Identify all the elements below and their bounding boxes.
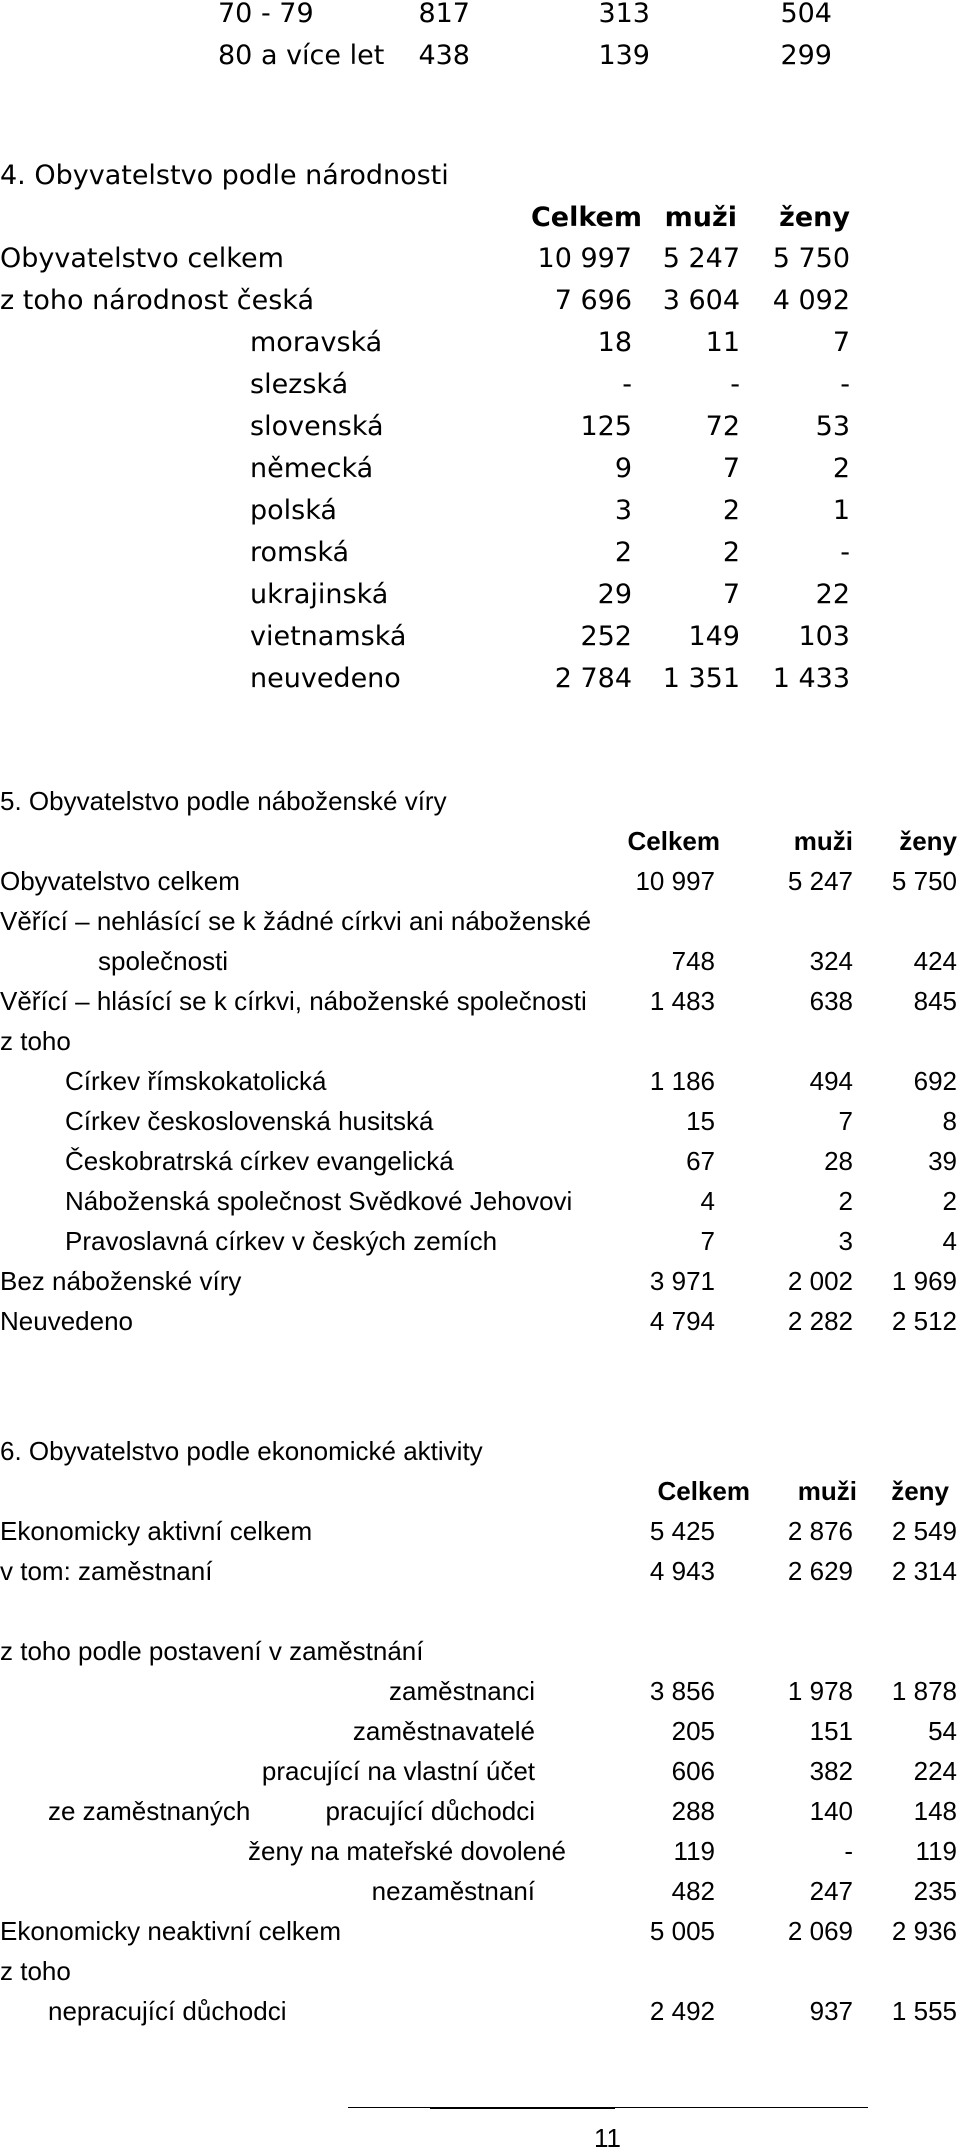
cell-zeny: 1 433 (772, 663, 850, 694)
cell-muzi: 140 (809, 1796, 853, 1826)
header-muzi: muži (664, 202, 737, 233)
header-zeny: ženy (899, 826, 957, 856)
row-label: Bez náboženské víry (0, 1266, 242, 1296)
row-label: nezaměstnaní (371, 1876, 535, 1906)
row-label: ženy na mateřské dovolené (248, 1836, 566, 1866)
cell-celkem: 1 483 (649, 986, 715, 1016)
cell-zeny: 4 092 (772, 285, 850, 316)
cell-celkem: 4 794 (649, 1306, 715, 1336)
row-label: v tom: zaměstnaní (0, 1556, 213, 1586)
header-zeny: ženy (891, 1476, 949, 1506)
cell-celkem: 67 (686, 1146, 715, 1176)
cell-celkem: 9 (614, 453, 632, 484)
header-celkem: Celkem (627, 826, 720, 856)
cell-zeny: 7 (832, 327, 850, 358)
row-label: Obyvatelstvo celkem (0, 866, 240, 896)
cell-celkem: 18 (597, 327, 632, 358)
row-label: nepracující důchodci (48, 1996, 287, 2026)
cell-muzi: 28 (824, 1146, 853, 1176)
row-label: slezská (250, 369, 349, 400)
cell-zeny: 39 (928, 1146, 957, 1176)
row-label: Pravoslavná církev v českých zemích (65, 1226, 498, 1256)
cell-muzi: 494 (809, 1066, 853, 1096)
cell-muzi: 149 (688, 621, 740, 652)
row-label: společnosti (98, 946, 229, 976)
cell-zeny: - (840, 537, 850, 568)
row-label: Neuvedeno (0, 1306, 133, 1336)
cell-muzi: 7 (722, 579, 740, 610)
cell-celkem: 2 492 (649, 1996, 715, 2026)
section-title: 5. Obyvatelstvo podle náboženské víry (0, 786, 447, 816)
row-label: Ekonomicky neaktivní celkem (0, 1916, 342, 1946)
cell-zeny: 5 750 (772, 243, 850, 274)
cell-celkem: 7 (700, 1226, 715, 1256)
cell-zeny: 504 (780, 0, 832, 29)
row-label: romská (250, 537, 350, 568)
cell-muzi: 1 351 (662, 663, 740, 694)
cell-muzi: 5 247 (787, 866, 853, 896)
cell-zeny: 22 (815, 579, 850, 610)
cell-celkem: 15 (686, 1106, 715, 1136)
cell-celkem: 3 (614, 495, 632, 526)
header-celkem: Celkem (657, 1476, 750, 1506)
cell-muzi: - (730, 369, 740, 400)
row-label: Obyvatelstvo celkem (0, 243, 284, 274)
cell-celkem: 748 (671, 946, 715, 976)
cell-celkem: 2 784 (554, 663, 632, 694)
cell-celkem: 10 997 (635, 866, 715, 896)
cell-muzi: 151 (809, 1716, 853, 1746)
cell-zeny: 54 (928, 1716, 957, 1746)
cell-celkem: 205 (671, 1716, 715, 1746)
cell-zeny: 148 (913, 1796, 957, 1826)
cell-muzi: 3 (838, 1226, 853, 1256)
header-muzi: muži (797, 1476, 857, 1506)
cell-muzi: 247 (809, 1876, 853, 1906)
page-number: 11 (594, 2123, 621, 2153)
section-title: 6. Obyvatelstvo podle ekonomické aktivity (0, 1436, 483, 1466)
section-title: 4. Obyvatelstvo podle národnosti (0, 160, 449, 191)
row-label: Církev československá husitská (65, 1106, 434, 1136)
group-label: ze zaměstnaných (48, 1796, 251, 1826)
cell-celkem: 252 (580, 621, 632, 652)
cell-celkem: 7 696 (554, 285, 632, 316)
cell-muzi: 937 (809, 1996, 853, 2026)
cell-celkem: 2 (614, 537, 632, 568)
cell-muzi: 2 282 (787, 1306, 853, 1336)
row-label: Ekonomicky aktivní celkem (0, 1516, 313, 1546)
cell-zeny: 845 (913, 986, 957, 1016)
cell-celkem: 125 (580, 411, 632, 442)
cell-muzi: 3 604 (662, 285, 740, 316)
row-label: z toho národnost česká (0, 285, 314, 316)
row-label: německá (250, 453, 374, 484)
cell-celkem: 5 425 (649, 1516, 715, 1546)
cell-zeny: 1 (832, 495, 850, 526)
row-label: Českobratrská církev evangelická (65, 1146, 454, 1176)
row-label: slovenská (250, 411, 384, 442)
cell-zeny: 2 314 (891, 1556, 957, 1586)
cell-zeny: 4 (942, 1226, 957, 1256)
cell-zeny: 1 555 (891, 1996, 957, 2026)
cell-muzi: 1 978 (787, 1676, 853, 1706)
cell-celkem: 438 (418, 40, 470, 71)
row-label: 80 a více let (218, 40, 385, 71)
cell-celkem: 606 (671, 1756, 715, 1786)
row-label: zaměstnavatelé (352, 1716, 535, 1746)
row-label: Věřící – hlásící se k církvi, náboženské společnosti (0, 986, 587, 1016)
cell-muzi: 2 876 (787, 1516, 853, 1546)
cell-muzi: 5 247 (662, 243, 740, 274)
row-label: pracující důchodci (325, 1796, 535, 1826)
cell-celkem: 5 005 (649, 1916, 715, 1946)
cell-zeny: 299 (780, 40, 832, 71)
row-label: Náboženská společnost Svědkové Jehovovi (65, 1186, 573, 1216)
cell-zeny: 424 (913, 946, 957, 976)
cell-zeny: 692 (913, 1066, 957, 1096)
cell-zeny: 1 878 (891, 1676, 957, 1706)
cell-zeny: 2 936 (891, 1916, 957, 1946)
cell-zeny: 224 (913, 1756, 957, 1786)
row-label: Věřící – nehlásící se k žádné církvi ani náboženské (0, 906, 592, 936)
cell-celkem: 288 (671, 1796, 715, 1826)
cell-zeny: 5 750 (891, 866, 957, 896)
cell-muzi: 7 (722, 453, 740, 484)
row-label: z toho (0, 1026, 71, 1056)
cell-zeny: 119 (915, 1836, 957, 1866)
cell-celkem: 4 943 (649, 1556, 715, 1586)
row-label: pracující na vlastní účet (261, 1756, 535, 1786)
row-label: vietnamská (250, 621, 407, 652)
cell-celkem: 3 856 (649, 1676, 715, 1706)
header-muzi: muži (793, 826, 853, 856)
cell-muzi: 2 (722, 495, 740, 526)
cell-muzi: 2 629 (787, 1556, 853, 1586)
row-label: 70 - 79 (218, 0, 314, 29)
cell-zeny: 2 (942, 1186, 957, 1216)
cell-celkem: 482 (671, 1876, 715, 1906)
row-label: polská (250, 495, 337, 526)
row-label: zaměstnanci (389, 1676, 535, 1706)
cell-zeny: 8 (942, 1106, 957, 1136)
cell-zeny: 235 (913, 1876, 957, 1906)
footer-rule-thick (430, 2108, 615, 2109)
row-label: moravská (250, 327, 383, 358)
cell-zeny: - (840, 369, 850, 400)
cell-muzi: 2 (838, 1186, 853, 1216)
row-label: ukrajinská (250, 579, 389, 610)
cell-muzi: 638 (809, 986, 853, 1016)
cell-muzi: 313 (598, 0, 650, 29)
cell-zeny: 53 (815, 411, 850, 442)
cell-muzi: 2 002 (787, 1266, 853, 1296)
cell-zeny: 103 (798, 621, 850, 652)
header-zeny: ženy (779, 202, 850, 233)
cell-celkem: 119 (673, 1836, 715, 1866)
cell-muzi: 2 069 (787, 1916, 853, 1946)
cell-muzi: 7 (838, 1106, 853, 1136)
cell-celkem: 817 (418, 0, 470, 29)
cell-muzi: 72 (705, 411, 740, 442)
cell-zeny: 2 (832, 453, 850, 484)
cell-muzi: 382 (809, 1756, 853, 1786)
cell-zeny: 2 549 (891, 1516, 957, 1546)
cell-muzi: 11 (705, 327, 740, 358)
cell-muzi: 139 (598, 40, 650, 71)
cell-muzi: 2 (722, 537, 740, 568)
cell-zeny: 2 512 (891, 1306, 957, 1336)
cell-celkem: 1 186 (649, 1066, 715, 1096)
cell-celkem: 4 (700, 1186, 715, 1216)
row-label: z toho (0, 1956, 71, 1986)
row-label: neuvedeno (250, 663, 401, 694)
cell-celkem: 3 971 (649, 1266, 715, 1296)
row-label: z toho podle postavení v zaměstnání (0, 1636, 424, 1666)
cell-muzi: 324 (809, 946, 853, 976)
cell-celkem: 29 (597, 579, 632, 610)
cell-zeny: 1 969 (891, 1266, 957, 1296)
cell-muzi: - (844, 1836, 853, 1866)
header-celkem: Celkem (530, 202, 642, 233)
cell-celkem: 10 997 (537, 243, 632, 274)
cell-celkem: - (622, 369, 632, 400)
row-label: Církev římskokatolická (65, 1066, 327, 1096)
